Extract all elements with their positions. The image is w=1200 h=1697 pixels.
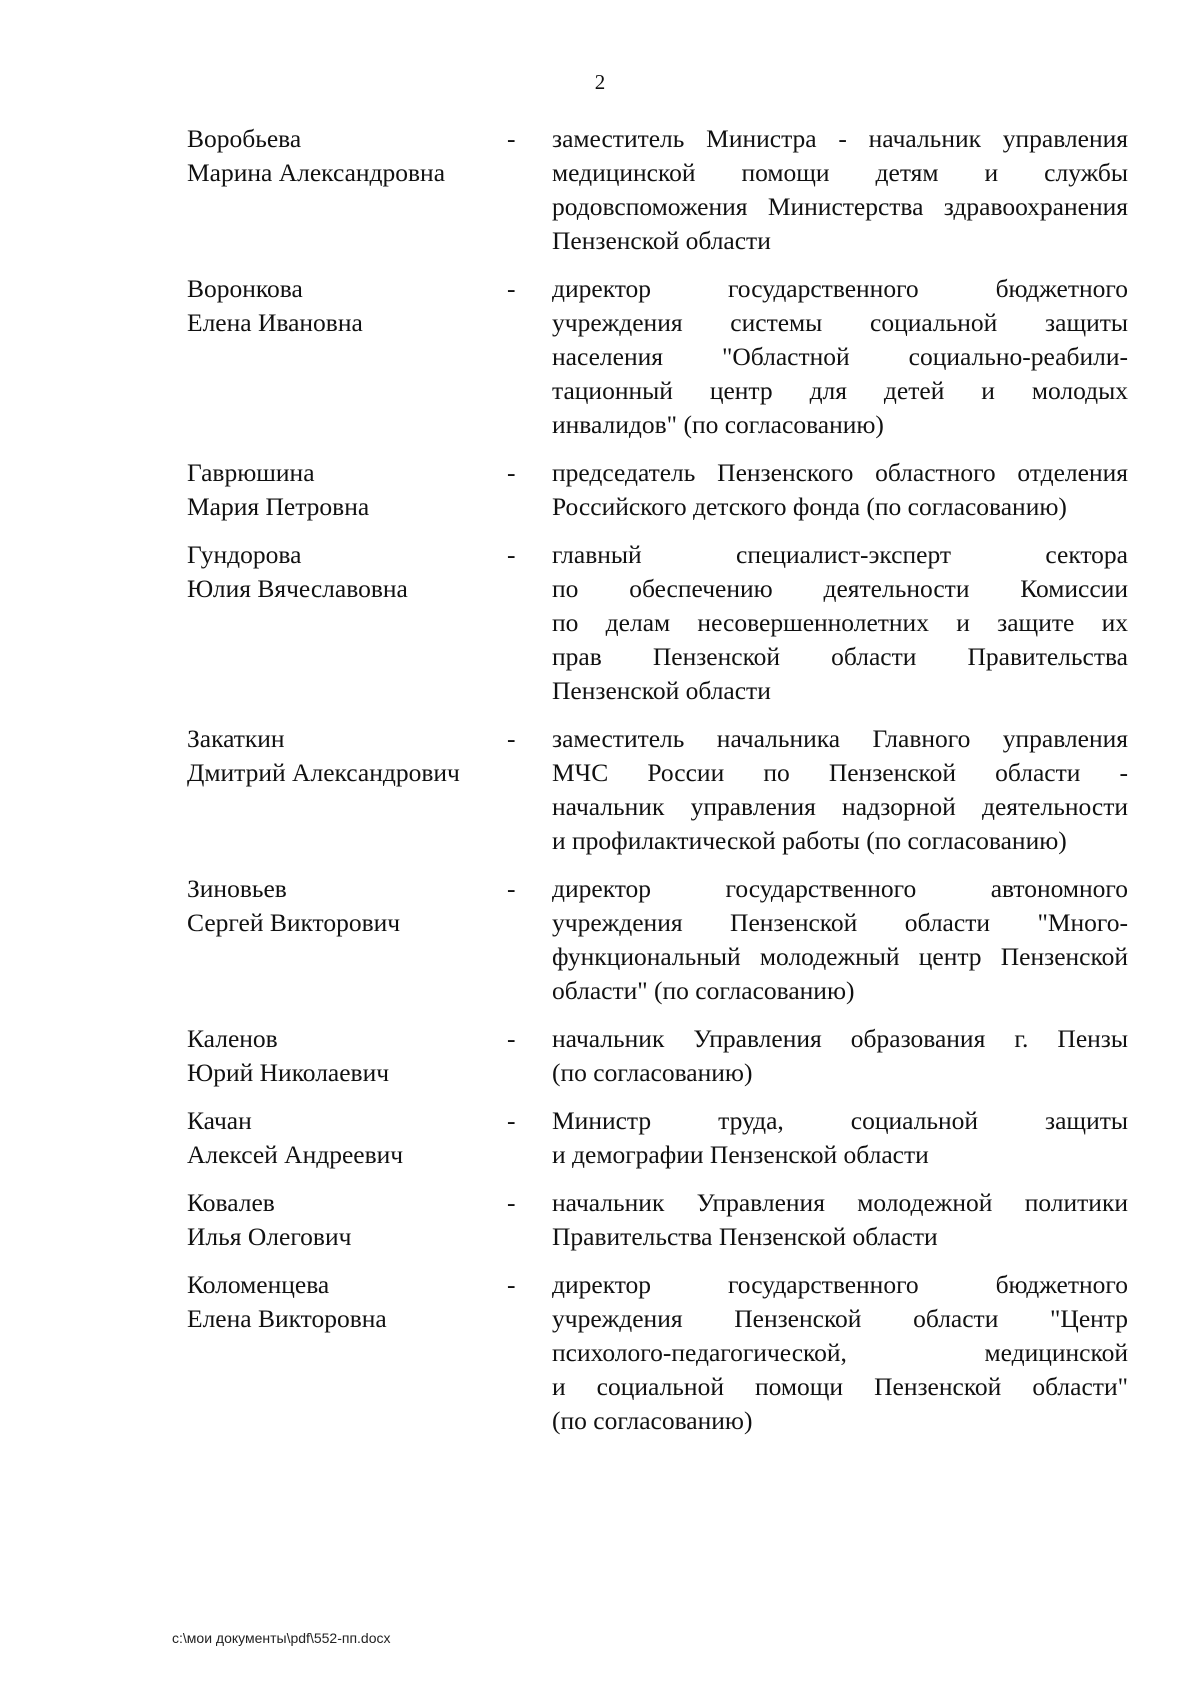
position-line: медицинской помощи детям и службы (552, 158, 1128, 187)
position-line: учреждения Пензенской области "Центр (552, 1304, 1128, 1333)
member-name (187, 722, 507, 858)
member-name (187, 122, 507, 258)
position-line: Пензенской области (552, 226, 771, 255)
position-line: Пензенской области (552, 676, 771, 705)
member-given-name: Мария Петровна (187, 492, 370, 521)
member-given-name: Марина Александровна (187, 158, 446, 187)
position-line: главный специалист-эксперт сектора (552, 540, 1128, 569)
member-position (552, 1104, 1128, 1172)
position-line: (по согласованию) (552, 1058, 753, 1087)
member-name (187, 1104, 507, 1172)
member-position (552, 1022, 1128, 1090)
member-surname: Ковалев (187, 1188, 275, 1217)
position-line: и социальной помощи Пензенской области" (552, 1372, 1128, 1401)
member-position (552, 122, 1128, 258)
position-line: Министр труда, социальной защиты (552, 1106, 1128, 1135)
list-item (187, 538, 1128, 708)
member-name (187, 456, 507, 524)
members-list (187, 122, 1128, 1438)
position-line: заместитель Министра - начальник управления (552, 124, 1128, 153)
position-line: тационный центр для детей и молодых (552, 376, 1128, 405)
member-surname: Коломенцева (187, 1270, 330, 1299)
position-line: области" (по согласованию) (552, 976, 855, 1005)
member-dash: - (507, 540, 516, 569)
list-item (187, 1104, 1128, 1172)
member-position (552, 1186, 1128, 1254)
position-line: и демографии Пензенской области (552, 1140, 929, 1169)
member-surname: Гаврюшина (187, 458, 315, 487)
member-dash: - (507, 1024, 516, 1053)
member-name (187, 272, 507, 442)
member-position (552, 272, 1128, 442)
member-name (187, 1022, 507, 1090)
member-surname: Воробьева (187, 124, 302, 153)
position-line: родовспоможения Министерства здравоохранения (552, 192, 1128, 221)
position-line: (по согласованию) (552, 1406, 753, 1435)
page-number: 2 (594, 70, 606, 94)
position-line: заместитель начальника Главного управления (552, 724, 1128, 753)
member-given-name: Елена Викторовна (187, 1304, 387, 1333)
list-item (187, 1022, 1128, 1090)
list-item (187, 1268, 1128, 1438)
member-given-name: Юлия Вячеславовна (187, 574, 408, 603)
member-name (187, 1186, 507, 1254)
member-position (552, 722, 1128, 858)
list-item (187, 456, 1128, 524)
position-line: функциональный молодежный центр Пензенской (552, 942, 1128, 971)
member-dash: - (507, 724, 516, 753)
member-position (552, 1268, 1128, 1438)
position-line: Российского детского фонда (по согласованию) (552, 492, 1067, 521)
position-line: психолого-педагогической, медицинской (552, 1338, 1128, 1367)
member-given-name: Сергей Викторович (187, 908, 401, 937)
position-line: прав Пензенской области Правительства (552, 642, 1128, 671)
member-position (552, 538, 1128, 708)
position-line: по обеспечению деятельности Комиссии (552, 574, 1128, 603)
footer-file-path: c:\мои документы\pdf\552-пп.docx (172, 1630, 391, 1646)
position-line: директор государственного автономного (552, 874, 1128, 903)
position-line: начальник Управления образования г. Пензы (552, 1024, 1128, 1053)
list-item (187, 722, 1128, 858)
member-position (552, 872, 1128, 1008)
list-item (187, 122, 1128, 258)
position-line: директор государственного бюджетного (552, 274, 1128, 303)
member-surname: Каленов (187, 1024, 278, 1053)
member-given-name: Юрий Николаевич (187, 1058, 390, 1087)
member-dash: - (507, 1106, 516, 1135)
list-item (187, 272, 1128, 442)
member-name (187, 538, 507, 708)
position-line: и профилактической работы (по согласованию) (552, 826, 1067, 855)
member-surname: Качан (187, 1106, 252, 1135)
position-line: учреждения системы социальной защиты (552, 308, 1128, 337)
member-dash: - (507, 458, 516, 487)
member-surname: Зиновьев (187, 874, 287, 903)
position-line: Правительства Пензенской области (552, 1222, 938, 1251)
member-dash: - (507, 274, 516, 303)
position-line: директор государственного бюджетного (552, 1270, 1128, 1299)
member-surname: Воронкова (187, 274, 303, 303)
member-dash: - (507, 1188, 516, 1217)
member-name (187, 1268, 507, 1438)
member-given-name: Елена Ивановна (187, 308, 363, 337)
position-line: инвалидов" (по согласованию) (552, 410, 884, 439)
member-name (187, 872, 507, 1008)
position-line: начальник Управления молодежной политики (552, 1188, 1128, 1217)
member-given-name: Алексей Андреевич (187, 1140, 404, 1169)
position-line: по делам несовершеннолетних и защите их (552, 608, 1128, 637)
position-line: населения "Областной социально-реабили- (552, 342, 1128, 371)
list-item (187, 872, 1128, 1008)
list-item (187, 1186, 1128, 1254)
member-given-name: Илья Олегович (187, 1222, 352, 1251)
member-surname: Закаткин (187, 724, 285, 753)
member-dash: - (507, 124, 516, 153)
member-given-name: Дмитрий Александрович (187, 758, 460, 787)
position-line: учреждения Пензенской области "Много- (552, 908, 1128, 937)
member-position (552, 456, 1128, 524)
member-surname: Гундорова (187, 540, 302, 569)
member-dash: - (507, 874, 516, 903)
member-dash: - (507, 1270, 516, 1299)
position-line: председатель Пензенского областного отделения (552, 458, 1128, 487)
position-line: МЧС России по Пензенской области - (552, 758, 1128, 787)
position-line: начальник управления надзорной деятельности (552, 792, 1128, 821)
